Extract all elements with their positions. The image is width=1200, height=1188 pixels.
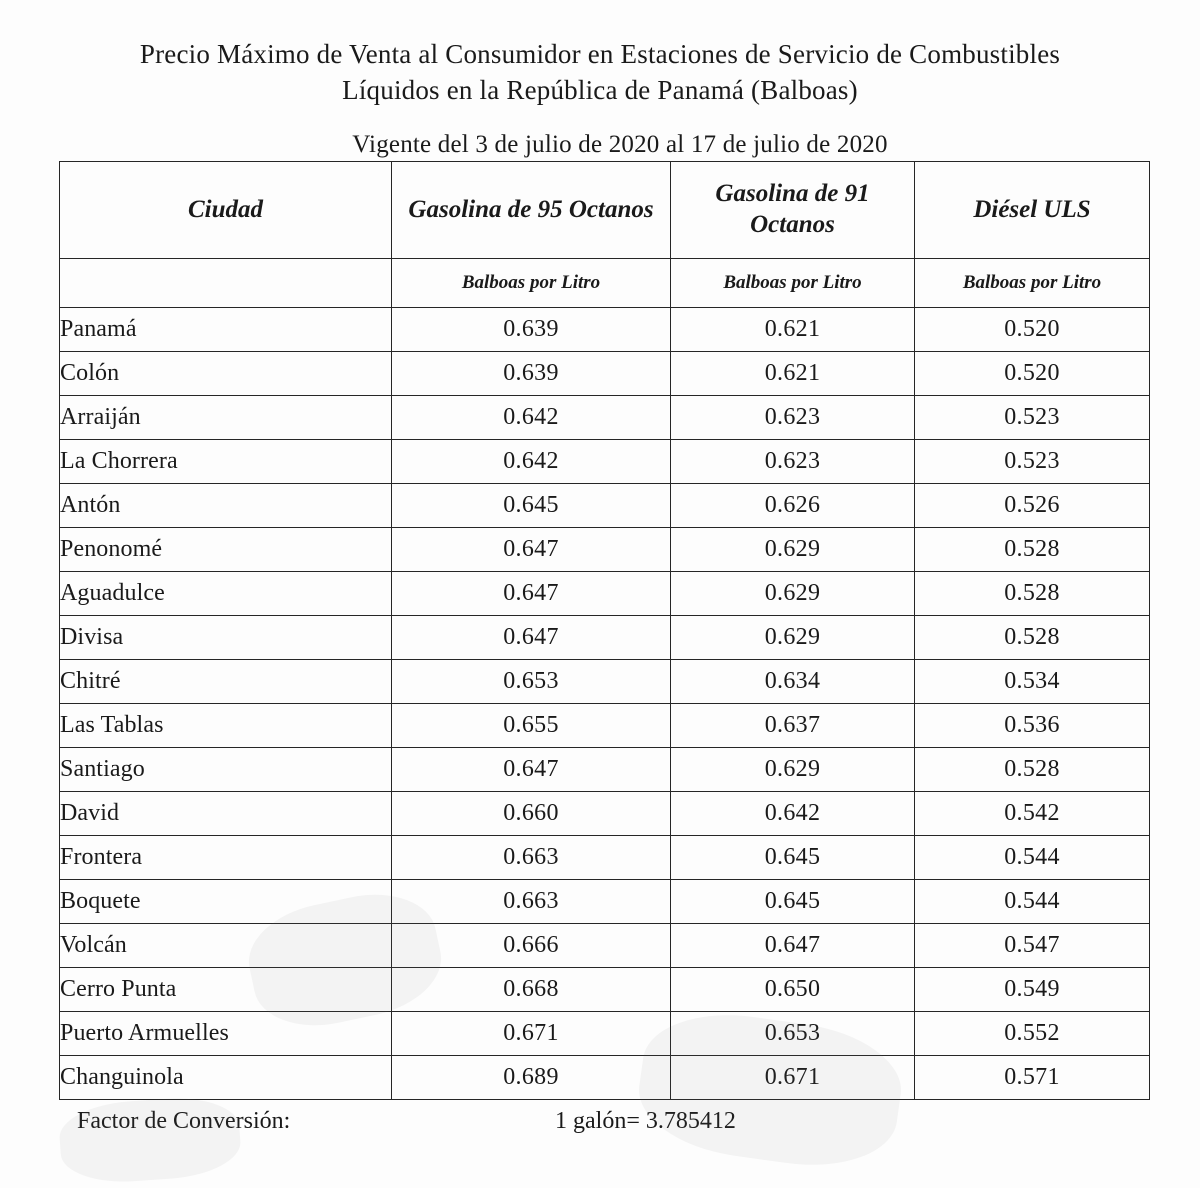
- cell-gasolina-95: 0.647: [392, 747, 671, 791]
- table-row: [60, 1055, 1150, 1099]
- table-row: [60, 527, 1150, 571]
- cell-gasolina-95: 0.639: [392, 351, 671, 395]
- cell-gasolina-91: 0.650: [671, 967, 915, 1011]
- cell-gasolina-91: 0.642: [671, 791, 915, 835]
- cell-city: Volcán: [60, 923, 392, 967]
- cell-gasolina-91: 0.621: [671, 351, 915, 395]
- cell-gasolina-91: 0.653: [671, 1011, 915, 1055]
- cell-city: Panamá: [60, 307, 392, 351]
- cell-city: Puerto Armuelles: [60, 1011, 392, 1055]
- table-row: [60, 659, 1150, 703]
- cell-gasolina-95: 0.642: [392, 439, 671, 483]
- cell-city: Colón: [60, 351, 392, 395]
- cell-gasolina-91: 0.634: [671, 659, 915, 703]
- table-row: [60, 835, 1150, 879]
- cell-city: Las Tablas: [60, 703, 392, 747]
- table-row: [60, 703, 1150, 747]
- cell-gasolina-95: 0.663: [392, 879, 671, 923]
- cell-gasolina-95: 0.689: [392, 1055, 671, 1099]
- subheader-diesel-uls-unit: Balboas por Litro: [915, 258, 1150, 307]
- conversion-factor-label: Factor de Conversión:: [77, 1107, 291, 1134]
- cell-gasolina-91: 0.671: [671, 1055, 915, 1099]
- cell-diesel-uls: 0.571: [915, 1055, 1150, 1099]
- table-row: [60, 967, 1150, 1011]
- cell-city: Changuinola: [60, 1055, 392, 1099]
- cell-city: La Chorrera: [60, 439, 392, 483]
- cell-diesel-uls: 0.547: [915, 923, 1150, 967]
- page-title: [0, 0, 1200, 109]
- cell-gasolina-95: 0.647: [392, 527, 671, 571]
- conversion-factor-value: 1 galón= 3.785412: [555, 1107, 736, 1134]
- cell-gasolina-95: 0.668: [392, 967, 671, 1011]
- table-row: [60, 439, 1150, 483]
- cell-gasolina-95: 0.666: [392, 923, 671, 967]
- validity-period: Vigente del 3 de julio de 2020 al 17 de julio de 2020: [352, 130, 888, 158]
- subheader-gasolina-91-unit: Balboas por Litro: [671, 258, 915, 307]
- table-row: [60, 571, 1150, 615]
- cell-gasolina-91: 0.626: [671, 483, 915, 527]
- cell-gasolina-95: 0.647: [392, 615, 671, 659]
- cell-gasolina-91: 0.647: [671, 923, 915, 967]
- cell-gasolina-95: 0.660: [392, 791, 671, 835]
- cell-city: David: [60, 791, 392, 835]
- cell-city: Boquete: [60, 879, 392, 923]
- cell-gasolina-95: 0.642: [392, 395, 671, 439]
- table-row: [60, 747, 1150, 791]
- cell-city: Frontera: [60, 835, 392, 879]
- cell-gasolina-91: 0.623: [671, 439, 915, 483]
- cell-gasolina-91: 0.629: [671, 747, 915, 791]
- subheader-gasolina-95-unit: Balboas por Litro: [392, 258, 671, 307]
- cell-city: Chitré: [60, 659, 392, 703]
- table-row: [60, 307, 1150, 351]
- table-body: [60, 307, 1150, 1099]
- cell-gasolina-95: 0.639: [392, 307, 671, 351]
- table-row: [60, 879, 1150, 923]
- cell-gasolina-91: 0.637: [671, 703, 915, 747]
- cell-diesel-uls: 0.549: [915, 967, 1150, 1011]
- cell-diesel-uls: 0.552: [915, 1011, 1150, 1055]
- table-row: [60, 351, 1150, 395]
- column-header-gasolina-91: Gasolina de 91 Octanos: [671, 161, 915, 258]
- conversion-factor: [55, 1100, 1145, 1135]
- table-header: [60, 161, 1150, 307]
- cell-diesel-uls: 0.520: [915, 307, 1150, 351]
- column-header-diesel-uls: Diésel ULS: [915, 161, 1150, 258]
- table-header-row: [60, 161, 1150, 258]
- table-row: [60, 483, 1150, 527]
- cell-gasolina-91: 0.629: [671, 615, 915, 659]
- cell-diesel-uls: 0.523: [915, 439, 1150, 483]
- subheader-city: [60, 258, 392, 307]
- price-table: [59, 161, 1150, 1100]
- cell-city: Cerro Punta: [60, 967, 392, 1011]
- cell-diesel-uls: 0.542: [915, 791, 1150, 835]
- cell-gasolina-95: 0.645: [392, 483, 671, 527]
- cell-diesel-uls: 0.523: [915, 395, 1150, 439]
- cell-diesel-uls: 0.528: [915, 571, 1150, 615]
- table-row: [60, 791, 1150, 835]
- table-row: [60, 615, 1150, 659]
- cell-diesel-uls: 0.526: [915, 483, 1150, 527]
- cell-city: Divisa: [60, 615, 392, 659]
- table-row: [60, 923, 1150, 967]
- cell-diesel-uls: 0.528: [915, 615, 1150, 659]
- cell-gasolina-91: 0.629: [671, 527, 915, 571]
- page-title-line-1: Precio Máximo de Venta al Consumidor en Estaciones de Servicio de Combustibles: [139, 39, 1061, 69]
- cell-city: Antón: [60, 483, 392, 527]
- cell-diesel-uls: 0.534: [915, 659, 1150, 703]
- cell-gasolina-91: 0.629: [671, 571, 915, 615]
- cell-city: Aguadulce: [60, 571, 392, 615]
- cell-diesel-uls: 0.528: [915, 747, 1150, 791]
- cell-gasolina-91: 0.621: [671, 307, 915, 351]
- cell-gasolina-95: 0.653: [392, 659, 671, 703]
- table-row: [60, 395, 1150, 439]
- cell-diesel-uls: 0.520: [915, 351, 1150, 395]
- cell-gasolina-95: 0.647: [392, 571, 671, 615]
- cell-gasolina-91: 0.645: [671, 835, 915, 879]
- cell-city: Santiago: [60, 747, 392, 791]
- table-subheader-row: [60, 258, 1150, 307]
- cell-diesel-uls: 0.536: [915, 703, 1150, 747]
- page-title-line-2: Líquidos en la República de Panamá (Balboas): [342, 75, 858, 106]
- cell-diesel-uls: 0.544: [915, 879, 1150, 923]
- cell-gasolina-91: 0.645: [671, 879, 915, 923]
- cell-city: Penonomé: [60, 527, 392, 571]
- cell-diesel-uls: 0.528: [915, 527, 1150, 571]
- table-row: [60, 1011, 1150, 1055]
- price-table-container: [55, 161, 1145, 1100]
- column-header-gasolina-95: Gasolina de 95 Octanos: [392, 161, 671, 258]
- cell-diesel-uls: 0.544: [915, 835, 1150, 879]
- cell-city: Arraiján: [60, 395, 392, 439]
- cell-gasolina-91: 0.623: [671, 395, 915, 439]
- cell-gasolina-95: 0.663: [392, 835, 671, 879]
- cell-gasolina-95: 0.655: [392, 703, 671, 747]
- column-header-city: Ciudad: [60, 161, 392, 258]
- cell-gasolina-95: 0.671: [392, 1011, 671, 1055]
